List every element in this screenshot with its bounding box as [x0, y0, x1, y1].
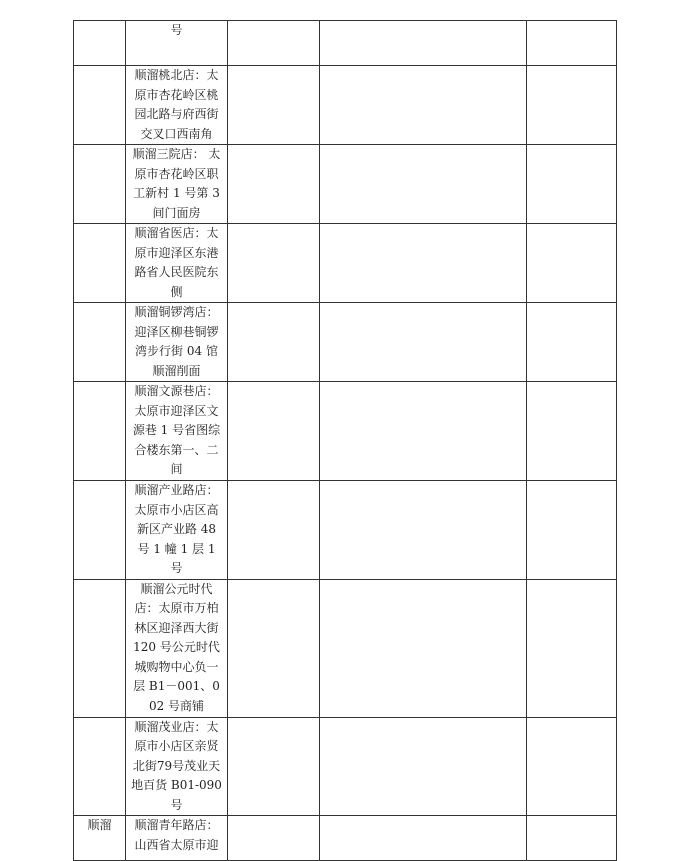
empty-cell	[527, 145, 617, 224]
empty-cell	[320, 145, 527, 224]
empty-cell	[228, 816, 320, 861]
empty-cell	[320, 382, 527, 481]
empty-cell	[228, 382, 320, 481]
empty-cell	[228, 717, 320, 816]
brand-cell	[74, 579, 126, 717]
empty-cell	[527, 816, 617, 861]
address-cell: 顺溜省医店：太原市迎泽区东港路省人民医院东侧	[126, 224, 228, 303]
table-row	[74, 481, 617, 580]
empty-cell	[320, 816, 527, 861]
address-cell: 顺溜青年路店：山西省太原市迎	[126, 816, 228, 861]
empty-cell	[320, 66, 527, 145]
empty-cell	[527, 481, 617, 580]
table-row	[74, 145, 617, 224]
empty-cell	[320, 579, 527, 717]
empty-cell	[527, 717, 617, 816]
empty-cell	[228, 66, 320, 145]
empty-cell	[527, 303, 617, 382]
empty-cell	[527, 382, 617, 481]
table-row	[74, 303, 617, 382]
empty-cell	[228, 303, 320, 382]
address-cell: 顺溜文源巷店：太原市迎泽区文源巷 1 号省图综合楼东第一、二间	[126, 382, 228, 481]
table-row	[74, 21, 617, 66]
empty-cell	[228, 579, 320, 717]
brand-cell	[74, 66, 126, 145]
store-table	[73, 20, 617, 861]
brand-cell	[74, 303, 126, 382]
table-row	[74, 717, 617, 816]
table-row	[74, 382, 617, 481]
empty-cell	[320, 303, 527, 382]
brand-cell	[74, 145, 126, 224]
brand-cell	[74, 816, 126, 861]
brand-name: 顺溜	[87, 818, 112, 832]
empty-cell	[228, 224, 320, 303]
empty-cell	[320, 224, 527, 303]
address-cell: 顺溜三院店： 太原市杏花岭区职工新村 1 号第 3 间门面房	[126, 145, 228, 224]
brand-cell	[74, 224, 126, 303]
address-cell: 顺溜茂业店：太原市小店区亲贤北街79号茂业天地百货 B01-090 号	[126, 717, 228, 816]
empty-cell	[320, 21, 527, 66]
empty-cell	[527, 66, 617, 145]
brand-cell	[74, 382, 126, 481]
table-row	[74, 816, 617, 861]
address-cell: 号	[126, 21, 228, 66]
brand-cell	[74, 717, 126, 816]
address-cell: 顺溜公元时代店：太原市万柏林区迎泽西大街 120 号公元时代城购物中心负一层 B1－001、002 号商铺	[126, 579, 228, 717]
brand-cell	[74, 481, 126, 580]
table-row	[74, 66, 617, 145]
empty-cell	[320, 717, 527, 816]
address-cell: 顺溜铜锣湾店：迎泽区柳巷铜锣湾步行街 04 馆顺溜削面	[126, 303, 228, 382]
table-row	[74, 224, 617, 303]
empty-cell	[527, 224, 617, 303]
empty-cell	[228, 145, 320, 224]
address-cell: 顺溜桃北店：太原市杏花岭区桃园北路与府西街交叉口西南角	[126, 66, 228, 145]
empty-cell	[527, 21, 617, 66]
brand-cell	[74, 21, 126, 66]
table-row	[74, 579, 617, 717]
address-cell: 顺溜产业路店：太原市小店区高新区产业路 48 号 1 幢 1 层 1 号	[126, 481, 228, 580]
empty-cell	[228, 21, 320, 66]
empty-cell	[527, 579, 617, 717]
empty-cell	[320, 481, 527, 580]
empty-cell	[228, 481, 320, 580]
